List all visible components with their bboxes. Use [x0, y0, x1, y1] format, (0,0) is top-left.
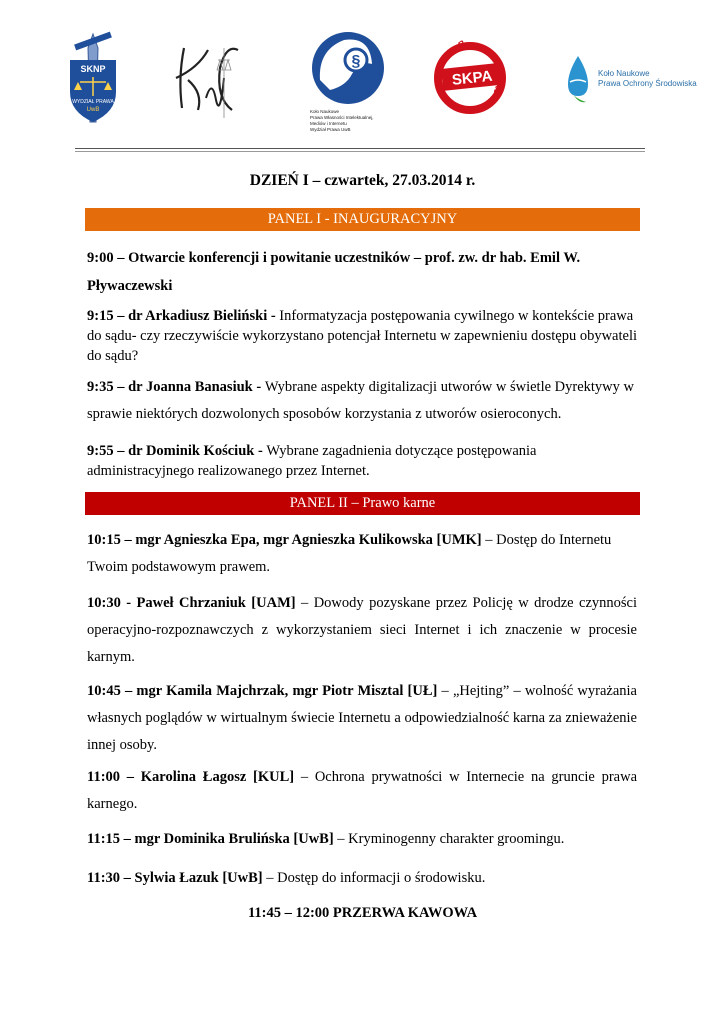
- program-entry: [87, 306, 637, 366]
- skpa-logo-year: 2006: [493, 77, 506, 95]
- panel-1-heading: PANEL I - INAUGURACYJNY: [85, 208, 640, 231]
- entry-topic: – „Hejting” – wolność wyrażania własnych poglądów w wirtualnym świecie Internetu a odpowiedzialność karna za znieważenie innej osoby.: [87, 683, 637, 753]
- srodowisko-logo-line2: Prawa Ochrony Środowiska: [598, 79, 697, 88]
- entry-topic: – Ochrona prywatności w Internecie na gruncie prawa karnego.: [87, 769, 638, 812]
- knc-logo: [168, 38, 248, 128]
- entry-speaker: 10:15 – mgr Agnieszka Epa, mgr Agnieszka Kulikowska [UMK]: [87, 532, 482, 548]
- sknp-logo-sub2: UwB: [86, 107, 100, 113]
- wlasnosc-logo-line2: Prawa Własności Intelektualnej,: [310, 115, 374, 120]
- wlasnosc-logo-line1: Koło Naukowe: [310, 109, 340, 114]
- entry-speaker: 11:15 – mgr Dominika Brulińska [UwB]: [87, 831, 334, 847]
- program-entry: [87, 865, 637, 892]
- skpa-logo: [424, 38, 516, 118]
- wlasnosc-logo: [300, 30, 398, 135]
- skpa-logo-text: SKPA: [451, 67, 494, 89]
- entry-topic: – Dostęp do Internetu Twoim podstawowym prawem.: [87, 532, 612, 575]
- sknp-logo-text: SKNP: [80, 64, 106, 74]
- skpa-logo-top: UwB: [445, 38, 468, 58]
- entry-speaker: 9:35 – dr Joanna Banasiuk -: [87, 379, 265, 395]
- srodowisko-logo-line1: Koło Naukowe: [598, 69, 650, 78]
- program-entry: [87, 244, 637, 300]
- logo-row: [0, 22, 725, 142]
- entry-speaker: 9:15 – dr Arkadiusz Bieliński -: [87, 308, 280, 324]
- entry-topic: Wybrane zagadnienia dotyczące postępowania administracyjnego realizowanego przez Internet.: [87, 443, 537, 479]
- svg-text:§: §: [351, 53, 361, 70]
- entry-topic: – Dostęp do informacji o środowisku.: [262, 870, 486, 886]
- program-entry: [87, 374, 637, 428]
- entry-speaker: 11:00 – Karolina Łagosz [KUL]: [87, 769, 295, 785]
- entry-speaker: 9:00 – Otwarcie konferencji i powitanie uczestników – prof. zw. dr hab. Emil W. Pływaczewski: [87, 250, 581, 294]
- program-entry: [87, 764, 637, 818]
- entry-speaker: 11:30 – Sylwia Łazuk [UwB]: [87, 870, 263, 886]
- header-divider-thin: [75, 151, 645, 152]
- day-title: DZIEŃ I – czwartek, 27.03.2014 r.: [249, 172, 476, 189]
- program-entry: [87, 678, 637, 759]
- srodowisko-logo: [560, 52, 700, 112]
- header-divider: [75, 148, 645, 149]
- entry-topic: Informatyzacja postępowania cywilnego w kontekście prawa do sądu- czy rzeczywiście wykorzystano potencjał Internetu w zapewnieniu dostępu obywateli do sądu?: [87, 308, 637, 364]
- entry-speaker: 10:30 - Paweł Chrzaniuk [UAM]: [87, 595, 296, 611]
- sknp-logo: [60, 30, 126, 130]
- program-entry: [87, 527, 637, 581]
- panel-2-heading: PANEL II – Prawo karne: [85, 492, 640, 515]
- wlasnosc-logo-line3: Mediów i Internetu: [310, 121, 347, 126]
- wlasnosc-logo-line4: Wydział Prawa UwB: [310, 127, 351, 132]
- program-entry: [87, 441, 637, 481]
- entry-speaker: 9:55 – dr Dominik Kościuk -: [87, 443, 267, 459]
- entry-topic: – Dowody pozyskane przez Policję w drodze czynności operacyjno-rozpoznawczych z wykorzystaniem sieci Internet i ich znaczenie w procesie karnym.: [87, 595, 637, 665]
- coffee-break-title: 11:45 – 12:00 PRZERWA KAWOWA: [247, 905, 478, 921]
- program-entry: [87, 826, 637, 853]
- entry-topic: – Kryminogenny charakter groomingu.: [333, 831, 565, 847]
- sknp-logo-sub: WYDZIAŁ PRAWA: [72, 99, 114, 105]
- program-entry: [87, 590, 637, 671]
- entry-topic: Wybrane aspekty digitalizacji utworów w świetle Dyrektywy w sprawie niektórych dozwolonych sposobów korzystania z utworów osieroconych.: [87, 379, 634, 422]
- entry-speaker: 10:45 – mgr Kamila Majchrzak, mgr Piotr Misztal [UŁ]: [87, 683, 438, 699]
